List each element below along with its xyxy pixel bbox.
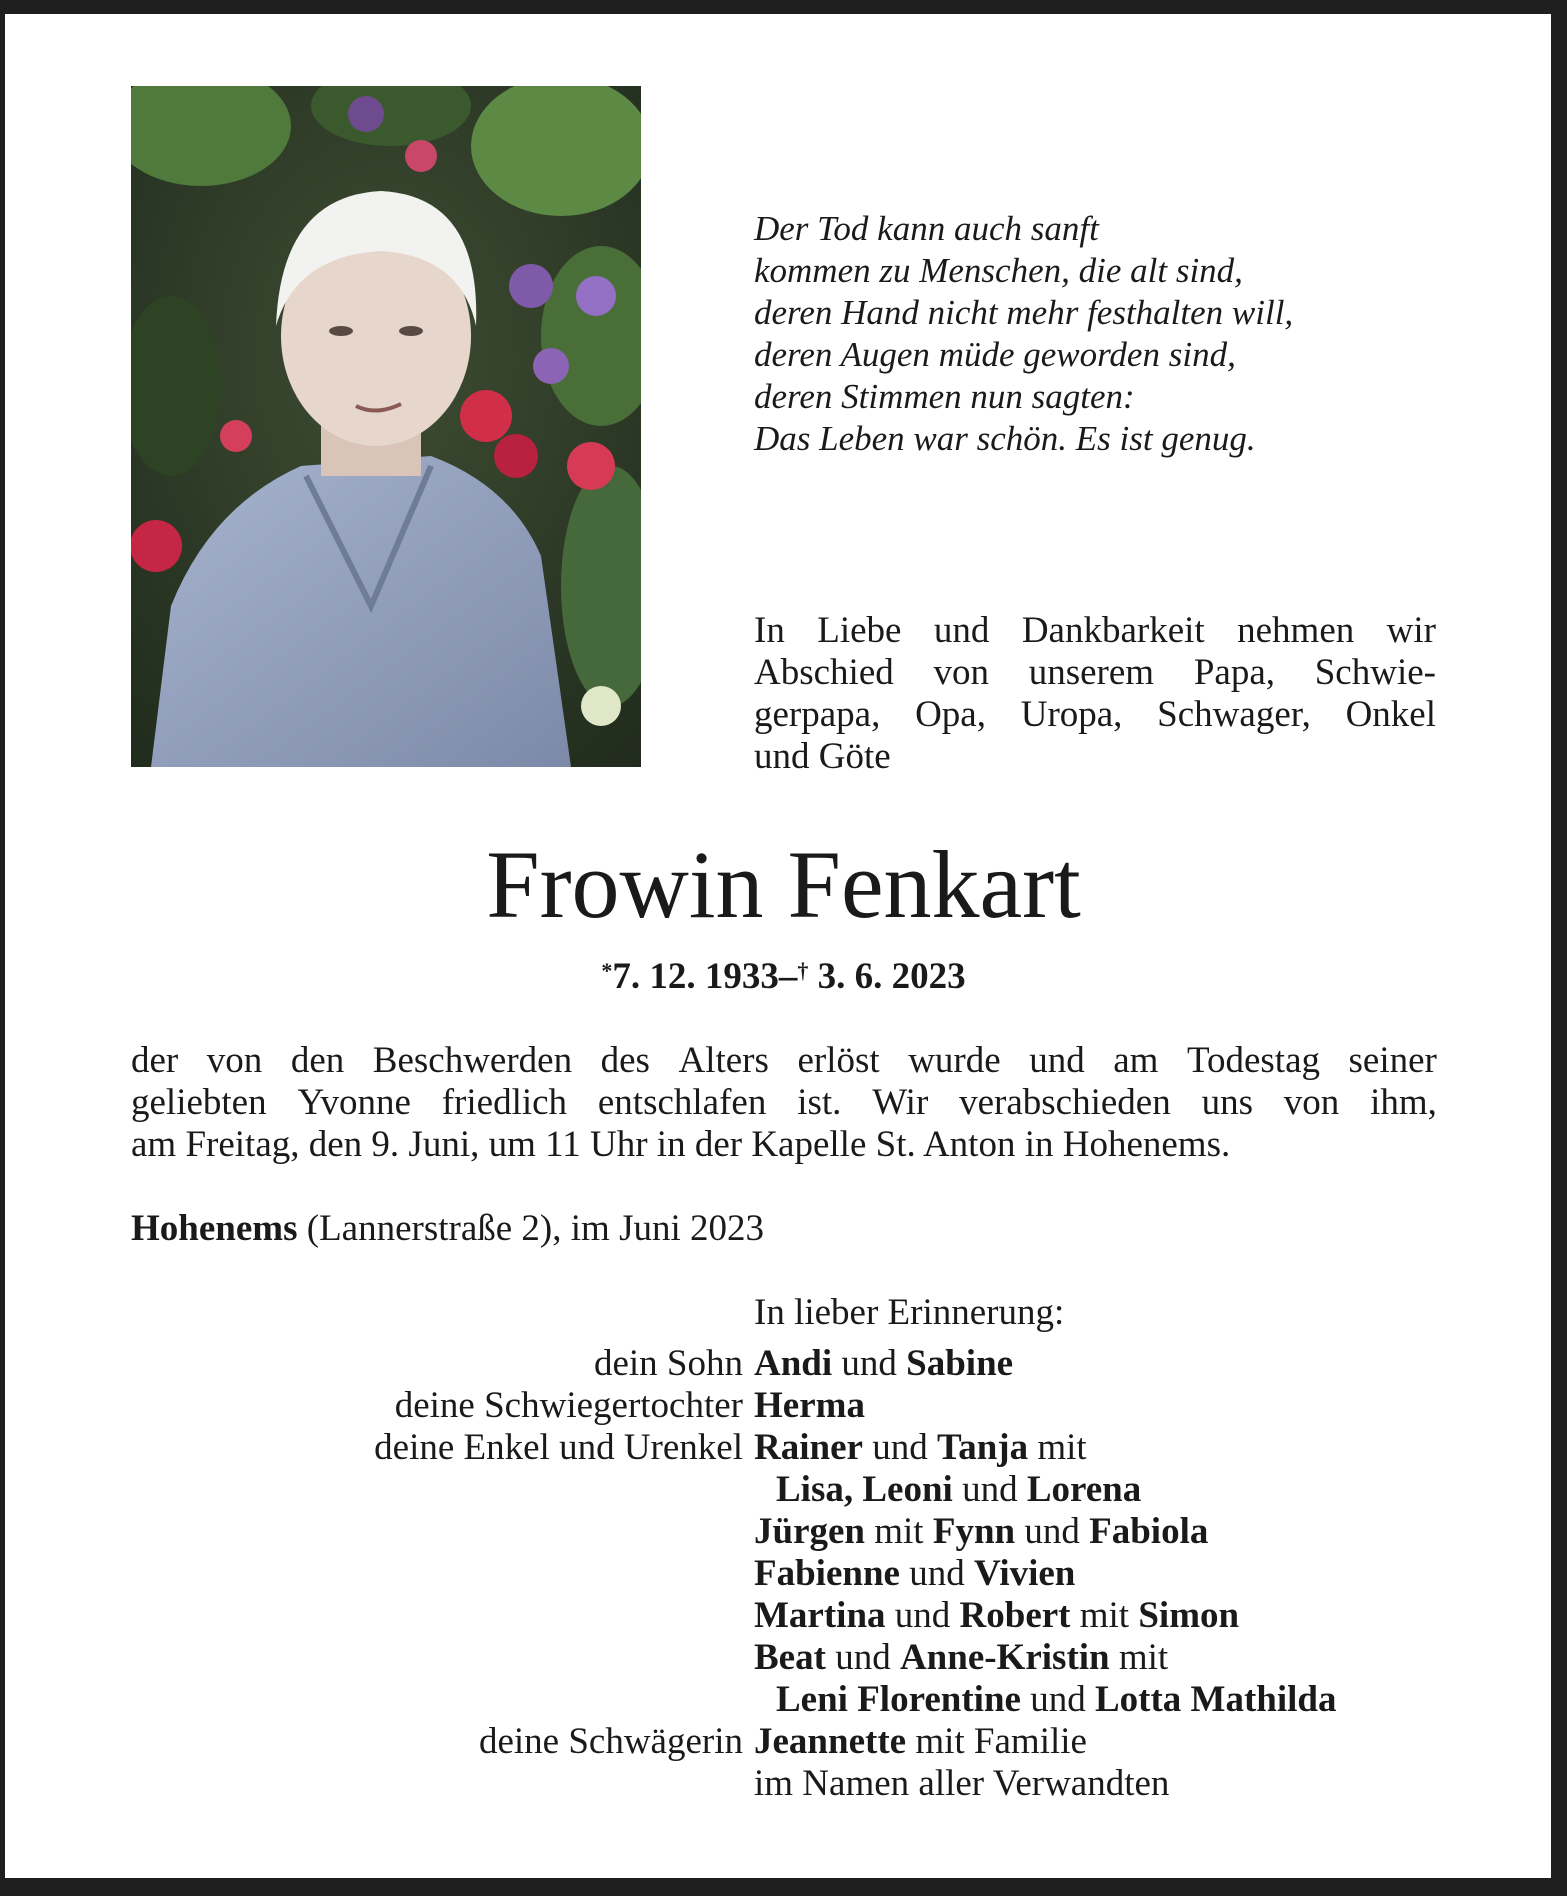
connector: mit bbox=[1028, 1427, 1087, 1468]
mourner-row bbox=[131, 1427, 1461, 1469]
mourner-row bbox=[131, 1595, 1461, 1637]
word: Liebe bbox=[817, 610, 902, 651]
portrait-image bbox=[131, 86, 641, 767]
connector: und bbox=[952, 1469, 1027, 1510]
name: Fabienne bbox=[754, 1553, 900, 1594]
mourner-row bbox=[131, 1553, 1461, 1595]
word: Alters bbox=[678, 1040, 769, 1081]
word: verabschieden bbox=[959, 1082, 1171, 1123]
death-symbol: † bbox=[797, 958, 809, 983]
connector: und bbox=[825, 1637, 900, 1678]
name: Simon bbox=[1138, 1595, 1240, 1636]
name: Andi bbox=[754, 1343, 833, 1384]
name: Martina bbox=[754, 1595, 886, 1636]
word: am bbox=[1113, 1040, 1159, 1081]
word: Opa, bbox=[915, 694, 986, 735]
mourner-names bbox=[754, 1595, 1461, 1637]
poem-line: deren Stimmen nun sagten: bbox=[754, 377, 1135, 416]
mourner-names bbox=[754, 1469, 1461, 1511]
poem-line: kommen zu Menschen, die alt sind, bbox=[754, 251, 1243, 290]
name: Lorena bbox=[1026, 1469, 1142, 1510]
word: Onkel bbox=[1345, 694, 1436, 735]
name: Jürgen bbox=[754, 1511, 865, 1552]
mourner-names bbox=[754, 1511, 1461, 1553]
word: Wir bbox=[872, 1082, 929, 1123]
mourner-row bbox=[131, 1511, 1461, 1553]
death-date: 3. 6. 2023 bbox=[817, 956, 966, 997]
connector: und bbox=[1015, 1511, 1090, 1552]
word: wir bbox=[1386, 610, 1436, 651]
word: Schwager, bbox=[1157, 694, 1311, 735]
connector: mit bbox=[865, 1511, 933, 1552]
name: Anne-Kristin bbox=[899, 1637, 1110, 1678]
portrait-photo bbox=[131, 86, 641, 767]
name: Leni Florentine bbox=[776, 1679, 1021, 1720]
mourners-list bbox=[131, 1343, 1461, 1805]
mourner-names bbox=[754, 1385, 1461, 1427]
name: Robert bbox=[959, 1595, 1071, 1636]
life-dates: *7. 12. 1933–† 3. 6. 2023 bbox=[601, 956, 966, 997]
intro-line bbox=[754, 652, 1436, 694]
word: Beschwerden bbox=[372, 1040, 573, 1081]
name: Fynn bbox=[932, 1511, 1016, 1552]
place-city: Hohenems bbox=[131, 1208, 298, 1249]
intro-text bbox=[754, 610, 1436, 778]
connector: mit bbox=[1109, 1637, 1169, 1678]
intro-line bbox=[754, 610, 1436, 652]
connector: mit bbox=[1070, 1595, 1139, 1636]
connector: und bbox=[832, 1343, 907, 1384]
connector: und bbox=[899, 1553, 974, 1594]
closing-line: im Namen aller Verwandten bbox=[754, 1763, 1170, 1804]
relation-label: deine Enkel und Urenkel bbox=[374, 1427, 743, 1468]
mourner-row bbox=[131, 1763, 1461, 1805]
mourner-names bbox=[754, 1427, 1461, 1469]
word: Uropa, bbox=[1020, 694, 1123, 735]
word: ihm, bbox=[1370, 1082, 1437, 1123]
name: Jeannette bbox=[754, 1721, 907, 1762]
connector: und bbox=[862, 1427, 937, 1468]
word: unserem bbox=[1028, 652, 1155, 693]
word: erlöst bbox=[797, 1040, 880, 1081]
mourner-row bbox=[131, 1343, 1461, 1385]
word: von bbox=[206, 1040, 263, 1081]
body-line bbox=[131, 1040, 1437, 1082]
name: Lotta Mathilda bbox=[1094, 1679, 1337, 1720]
name: Sabine bbox=[906, 1343, 1014, 1384]
memory-heading: In lieber Erinnerung: bbox=[754, 1292, 1065, 1333]
poem-line: deren Augen müde geworden sind, bbox=[754, 335, 1236, 374]
mourner-names bbox=[754, 1553, 1461, 1595]
word: des bbox=[600, 1040, 650, 1081]
mourner-row bbox=[131, 1469, 1461, 1511]
word: In bbox=[754, 610, 785, 651]
word: der bbox=[131, 1040, 179, 1081]
birth-symbol: * bbox=[601, 958, 613, 983]
word: seiner bbox=[1348, 1040, 1437, 1081]
word: Schwie- bbox=[1314, 652, 1436, 693]
word: und bbox=[1029, 1040, 1085, 1081]
name: Rainer bbox=[754, 1427, 863, 1468]
word: uns bbox=[1201, 1082, 1253, 1123]
word: von bbox=[933, 652, 989, 693]
mourner-row bbox=[131, 1721, 1461, 1763]
word: Papa, bbox=[1193, 652, 1275, 693]
word: friedlich bbox=[441, 1082, 568, 1123]
intro-line: und Göte bbox=[754, 736, 891, 777]
place-date bbox=[131, 1208, 764, 1250]
name: Fabiola bbox=[1089, 1511, 1209, 1552]
word: entschlafen bbox=[597, 1082, 767, 1123]
poem-line: deren Hand nicht mehr festhalten will, bbox=[754, 293, 1294, 332]
body-line bbox=[131, 1082, 1437, 1124]
intro-line bbox=[754, 694, 1436, 736]
word: ist. bbox=[797, 1082, 842, 1123]
word: Todestag bbox=[1186, 1040, 1320, 1081]
place-address-date: (Lannerstraße 2), im Juni 2023 bbox=[297, 1208, 764, 1249]
poem-line: Der Tod kann auch sanft bbox=[754, 209, 1099, 248]
name: Tanja bbox=[936, 1427, 1029, 1468]
connector: und bbox=[885, 1595, 960, 1636]
word: wurde bbox=[908, 1040, 1001, 1081]
deceased-name: Frowin Fenkart bbox=[486, 831, 1081, 938]
word: gerpapa, bbox=[754, 694, 881, 735]
mourner-row bbox=[131, 1679, 1461, 1721]
birth-date: 7. 12. 1933 bbox=[612, 956, 779, 997]
word: den bbox=[290, 1040, 345, 1081]
name: Herma bbox=[754, 1385, 865, 1426]
announcement-text bbox=[131, 1040, 1437, 1166]
mourner-row bbox=[131, 1637, 1461, 1679]
word: nehmen bbox=[1237, 610, 1355, 651]
name: Beat bbox=[754, 1637, 826, 1678]
connector: mit Familie bbox=[906, 1721, 1087, 1762]
mourner-row bbox=[131, 1385, 1461, 1427]
poem-line: Das Leben war schön. Es ist genug. bbox=[754, 419, 1256, 458]
mourner-names bbox=[754, 1637, 1461, 1679]
word: von bbox=[1283, 1082, 1340, 1123]
word: Abschied bbox=[754, 652, 894, 693]
name: Lisa, Leoni bbox=[776, 1469, 953, 1510]
word: Yvonne bbox=[297, 1082, 411, 1123]
word: und bbox=[933, 610, 990, 651]
connector: und bbox=[1020, 1679, 1095, 1720]
mourner-names bbox=[754, 1679, 1461, 1721]
relation-label: deine Schwägerin bbox=[478, 1721, 743, 1762]
body-line: am Freitag, den 9. Juni, um 11 Uhr in der Kapelle St. Anton in Hohenems. bbox=[131, 1124, 1231, 1165]
relation-label: dein Sohn bbox=[593, 1343, 743, 1384]
mourner-names bbox=[754, 1721, 1461, 1763]
name: Vivien bbox=[973, 1553, 1076, 1594]
mourner-names bbox=[754, 1343, 1461, 1385]
poem bbox=[754, 208, 1454, 460]
relation-label: deine Schwiegertochter bbox=[394, 1385, 743, 1426]
word: geliebten bbox=[131, 1082, 267, 1123]
word: Dankbarkeit bbox=[1021, 610, 1205, 651]
